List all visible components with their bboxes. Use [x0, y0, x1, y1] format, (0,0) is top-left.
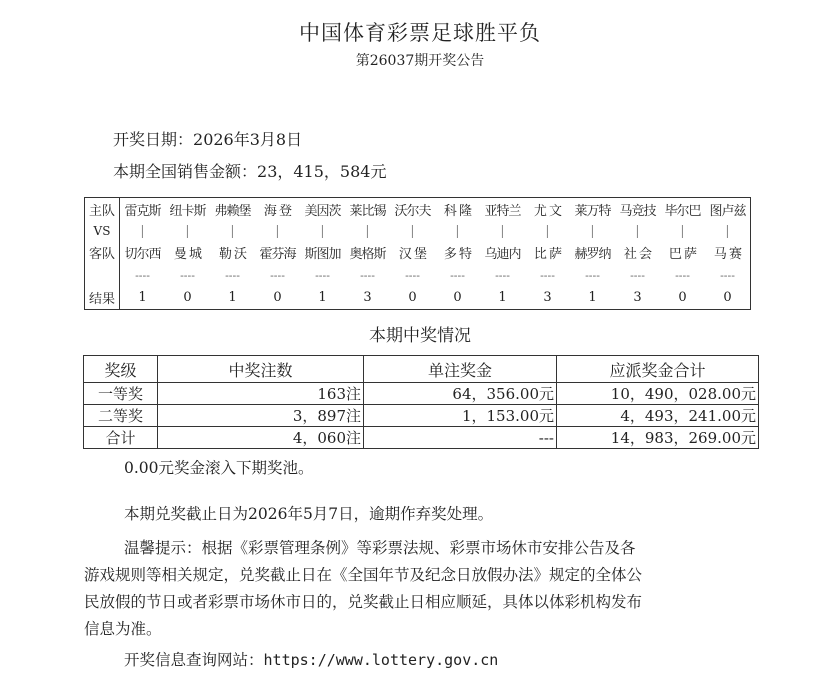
vs-label: VS: [85, 221, 120, 241]
total-prize: 14，983，269.00元: [557, 427, 759, 449]
winner-count: 4，060注: [158, 427, 364, 449]
away-label: 客队: [85, 241, 120, 264]
dash-divider: ----: [360, 268, 375, 282]
website-line: [124, 647, 498, 673]
vs-mark: |: [590, 223, 595, 239]
dash-divider: ----: [720, 268, 735, 282]
prize-table: [83, 355, 759, 449]
away-team: 社 会: [623, 247, 652, 262]
match-result: 1: [318, 290, 327, 305]
reminder-line-2: 游戏规则等相关规定，兑奖截止日在《全国年节及纪念日放假办法》规定的全体公: [84, 566, 643, 584]
home-team: 海 登: [263, 204, 292, 219]
draw-date-label: 开奖日期：: [113, 130, 194, 149]
prize-section-heading: 本期中奖情况: [369, 326, 471, 346]
home-team: 莱万特: [574, 204, 611, 219]
prize-level: 二等奖: [84, 405, 158, 427]
vs-mark: |: [365, 223, 370, 239]
vs-mark: |: [320, 223, 325, 239]
match-result: 3: [363, 290, 372, 305]
vs-mark: |: [185, 223, 190, 239]
away-team: 多 特: [443, 247, 472, 262]
home-team: 马竞技: [619, 204, 656, 219]
total-prize: 10，490，028.00元: [557, 383, 759, 405]
table-row: [84, 383, 759, 405]
match-result: 3: [633, 290, 642, 305]
match-result: 0: [723, 290, 732, 305]
away-team: 霍芬海: [259, 247, 296, 262]
sales-amount: 23，415，584元: [257, 162, 387, 181]
prize-level: 合计: [84, 427, 158, 449]
away-team: 汉 堡: [398, 247, 427, 262]
reminder-line-4: 信息为准。: [84, 620, 162, 638]
away-team: 赫罗纳: [574, 247, 611, 262]
vs-mark: |: [545, 223, 550, 239]
divider-label-empty: [85, 264, 120, 286]
match-result: 0: [408, 290, 417, 305]
col-header-total: 应派奖金合计: [557, 356, 759, 383]
away-team: 比 萨: [533, 247, 562, 262]
winner-count: 163注: [158, 383, 364, 405]
dash-divider: ----: [405, 268, 420, 282]
rollover-note: 0.00元奖金滚入下期奖池。: [124, 459, 314, 477]
page-title: 中国体育彩票足球胜平负: [299, 21, 541, 45]
match-result: 0: [678, 290, 687, 305]
single-prize: 64，356.00元: [364, 383, 557, 405]
sales-line: [113, 159, 386, 182]
vs-mark: |: [230, 223, 235, 239]
match-result: 1: [588, 290, 597, 305]
sales-label: 本期全国销售金额：: [113, 162, 258, 181]
home-team: 科 隆: [443, 204, 472, 219]
vs-mark: |: [635, 223, 640, 239]
dash-divider: ----: [540, 268, 555, 282]
vs-mark: |: [275, 223, 280, 239]
dash-divider: ----: [630, 268, 645, 282]
reminder-line-1: 温馨提示：根据《彩票管理条例》等彩票法规、彩票市场休市安排公告及各: [124, 539, 636, 557]
vs-mark: |: [410, 223, 415, 239]
dash-divider: ----: [450, 268, 465, 282]
col-header-count: 中奖注数: [158, 356, 364, 383]
home-team: 沃尔夫: [394, 204, 431, 219]
away-team: 奥格斯: [349, 247, 386, 262]
dash-divider: ----: [585, 268, 600, 282]
deadline-note: 本期兑奖截止日为2026年5月7日，逾期作弃奖处理。: [124, 505, 494, 523]
home-team: 雷克斯: [124, 204, 161, 219]
home-team: 纽卡斯: [169, 204, 206, 219]
vs-mark: |: [455, 223, 460, 239]
dash-divider: ----: [315, 268, 330, 282]
away-team-row: [85, 241, 751, 264]
issue-subtitle: 第26037期开奖公告: [355, 53, 485, 69]
away-team: 切尔西: [124, 247, 161, 262]
winner-count: 3，897注: [158, 405, 364, 427]
dash-divider: ----: [675, 268, 690, 282]
match-result: 0: [183, 290, 192, 305]
dash-divider: ----: [495, 268, 510, 282]
total-prize: 4，493，241.00元: [557, 405, 759, 427]
vs-mark: |: [500, 223, 505, 239]
away-team: 曼 城: [173, 247, 202, 262]
table-row-total: [84, 427, 759, 449]
table-row: [84, 405, 759, 427]
away-team: 巴 萨: [668, 247, 697, 262]
dash-divider: ----: [135, 268, 150, 282]
home-team: 图卢兹: [709, 204, 746, 219]
vs-mark: |: [680, 223, 685, 239]
home-team-row: [85, 198, 751, 222]
website-label: 开奖信息查询网站：: [124, 651, 264, 669]
col-header-single: 单注奖金: [364, 356, 557, 383]
home-team: 亚特兰: [484, 204, 521, 219]
match-result: 1: [228, 290, 237, 305]
divider-row: [85, 264, 751, 286]
draw-date-value: 2026年3月8日: [193, 130, 303, 149]
match-result: 1: [498, 290, 507, 305]
home-team: 美因茨: [304, 204, 341, 219]
reminder-line-3: 民放假的节日或者彩票市场休市日的，兑奖截止日相应顺延，具体以体彩机构发布: [84, 593, 643, 611]
match-results-table: [84, 197, 751, 310]
vs-row: [85, 221, 751, 241]
home-team: 莱比锡: [349, 204, 386, 219]
vs-mark: |: [725, 223, 730, 239]
away-team: 勒 沃: [218, 247, 247, 262]
away-team: 斯图加: [304, 247, 341, 262]
prize-table-header: [84, 356, 759, 383]
away-team: 乌迪内: [484, 247, 521, 262]
match-result: 3: [543, 290, 552, 305]
home-team: 弗赖堡: [214, 204, 251, 219]
dash-divider: ----: [225, 268, 240, 282]
prize-level: 一等奖: [84, 383, 158, 405]
vs-mark: |: [140, 223, 145, 239]
draw-date-line: [113, 127, 302, 150]
dash-divider: ----: [270, 268, 285, 282]
dash-divider: ----: [180, 268, 195, 282]
home-label: 主队: [85, 198, 120, 222]
single-prize: ---: [364, 427, 557, 449]
single-prize: 1，153.00元: [364, 405, 557, 427]
match-result: 0: [453, 290, 462, 305]
match-result: 0: [273, 290, 282, 305]
home-team: 毕尔巴: [664, 204, 701, 219]
result-label: 结果: [85, 286, 120, 310]
match-result: 1: [138, 290, 147, 305]
away-team: 马 赛: [713, 247, 742, 262]
col-header-level: 奖级: [84, 356, 158, 383]
result-row: [85, 286, 751, 310]
home-team: 尤 文: [533, 204, 562, 219]
website-link[interactable]: https://www.lottery.gov.cn: [263, 651, 499, 669]
